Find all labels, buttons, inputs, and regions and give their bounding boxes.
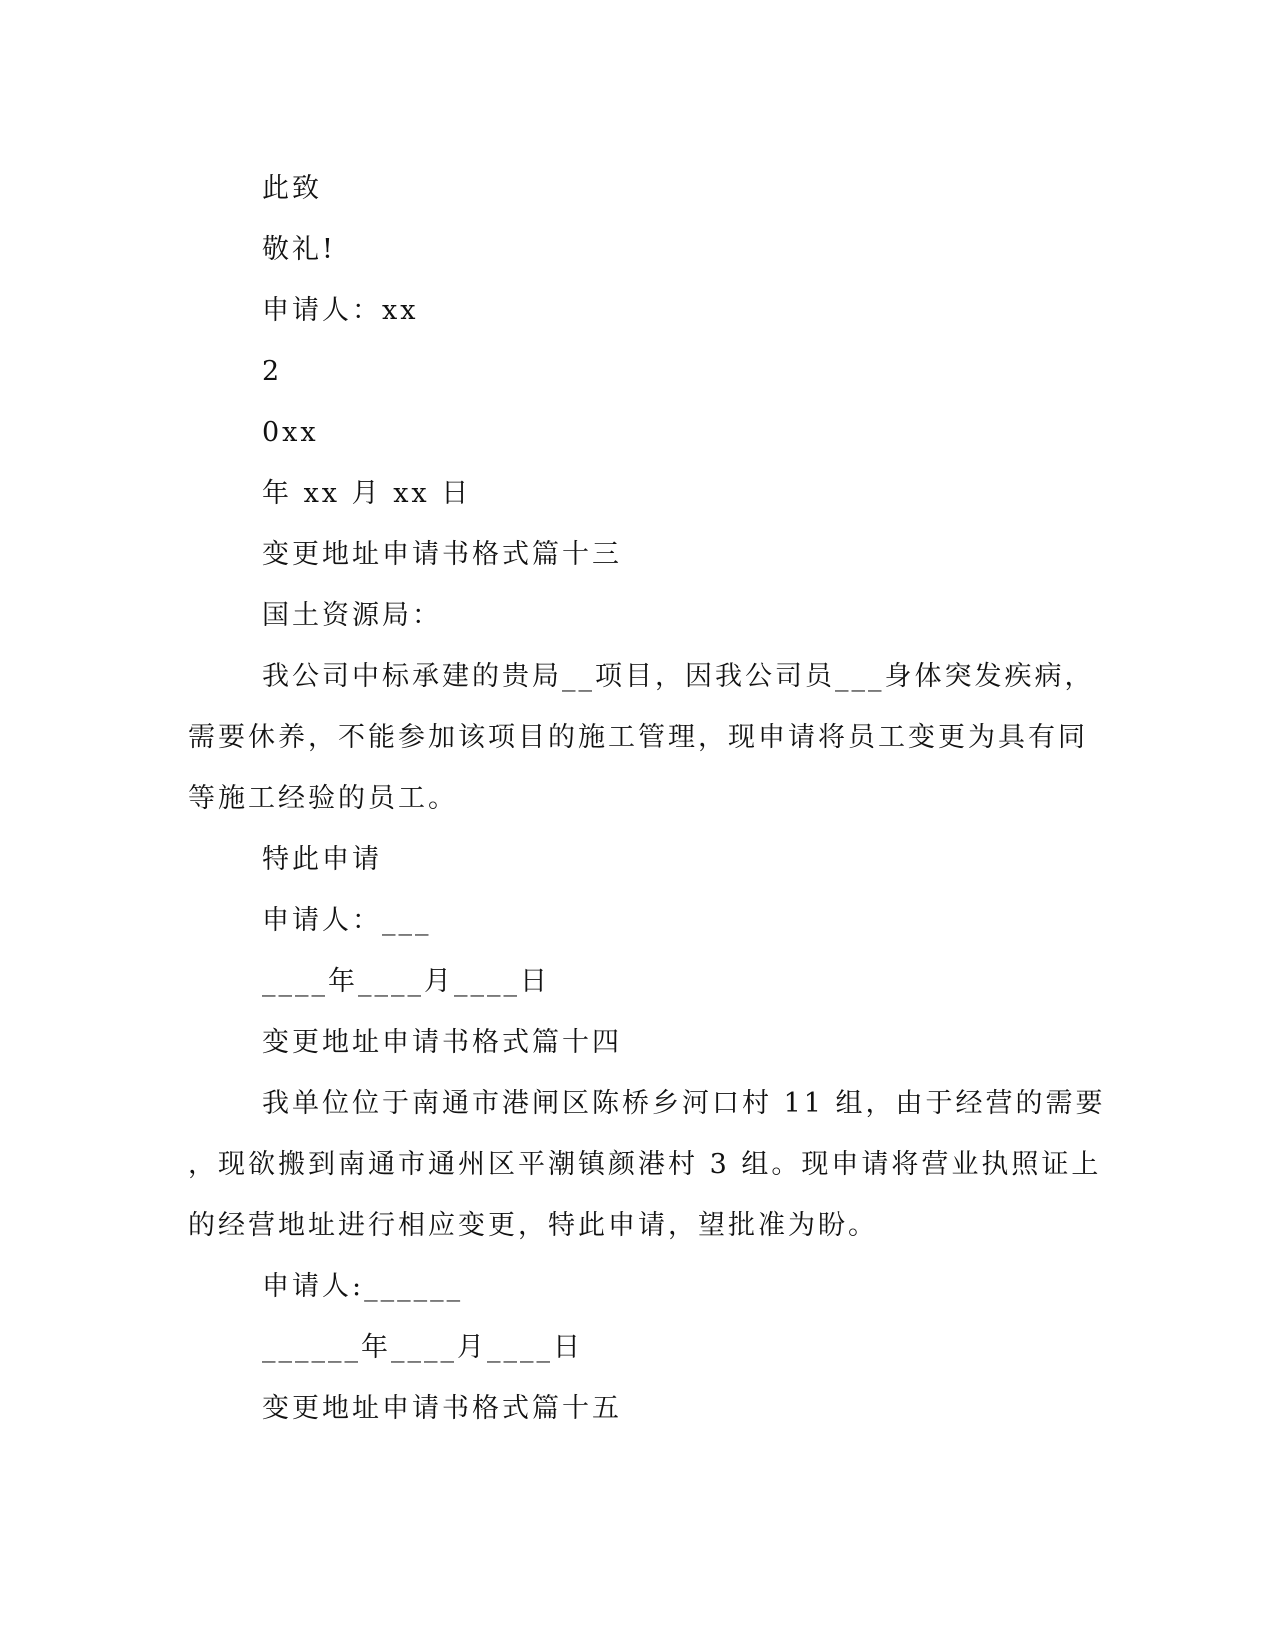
paragraph-line: 需要休养，不能参加该项目的施工管理，现申请将员工变更为具有同: [188, 722, 1088, 753]
paragraph-line: 我公司中标承建的贵局__项目，因我公司员___身体突发疾病，: [262, 661, 1095, 692]
applicant-line: 申请人:______: [262, 1271, 464, 1302]
date-line: ______年____月____日: [262, 1332, 583, 1363]
date-fragment-line: 2: [262, 356, 283, 387]
applicant-line: 申请人：xx: [262, 295, 419, 326]
date-line: 年 xx 月 xx 日: [262, 478, 472, 509]
paragraph-line: 等施工经验的员工。: [188, 783, 458, 814]
closing-line: 特此申请: [262, 844, 382, 875]
applicant-line: 申请人：___: [262, 905, 432, 936]
section-heading-13: 变更地址申请书格式篇十三: [262, 539, 622, 570]
section-heading-14: 变更地址申请书格式篇十四: [262, 1027, 622, 1058]
date-line: ____年____月____日: [262, 966, 550, 997]
addressee-line: 国土资源局：: [262, 600, 442, 631]
closing-line: 此致: [262, 173, 322, 204]
paragraph-line: 的经营地址进行相应变更，特此申请，望批准为盼。: [188, 1210, 878, 1241]
date-fragment-line: 0xx: [262, 417, 319, 448]
paragraph-line: ，现欲搬到南通市通州区平潮镇颜港村 3 组。现申请将营业执照证上: [188, 1149, 1102, 1180]
paragraph-line: 我单位位于南通市港闸区陈桥乡河口村 11 组，由于经营的需要: [262, 1088, 1106, 1119]
section-heading-15: 变更地址申请书格式篇十五: [262, 1393, 622, 1424]
salutation-line: 敬礼!: [262, 234, 336, 265]
